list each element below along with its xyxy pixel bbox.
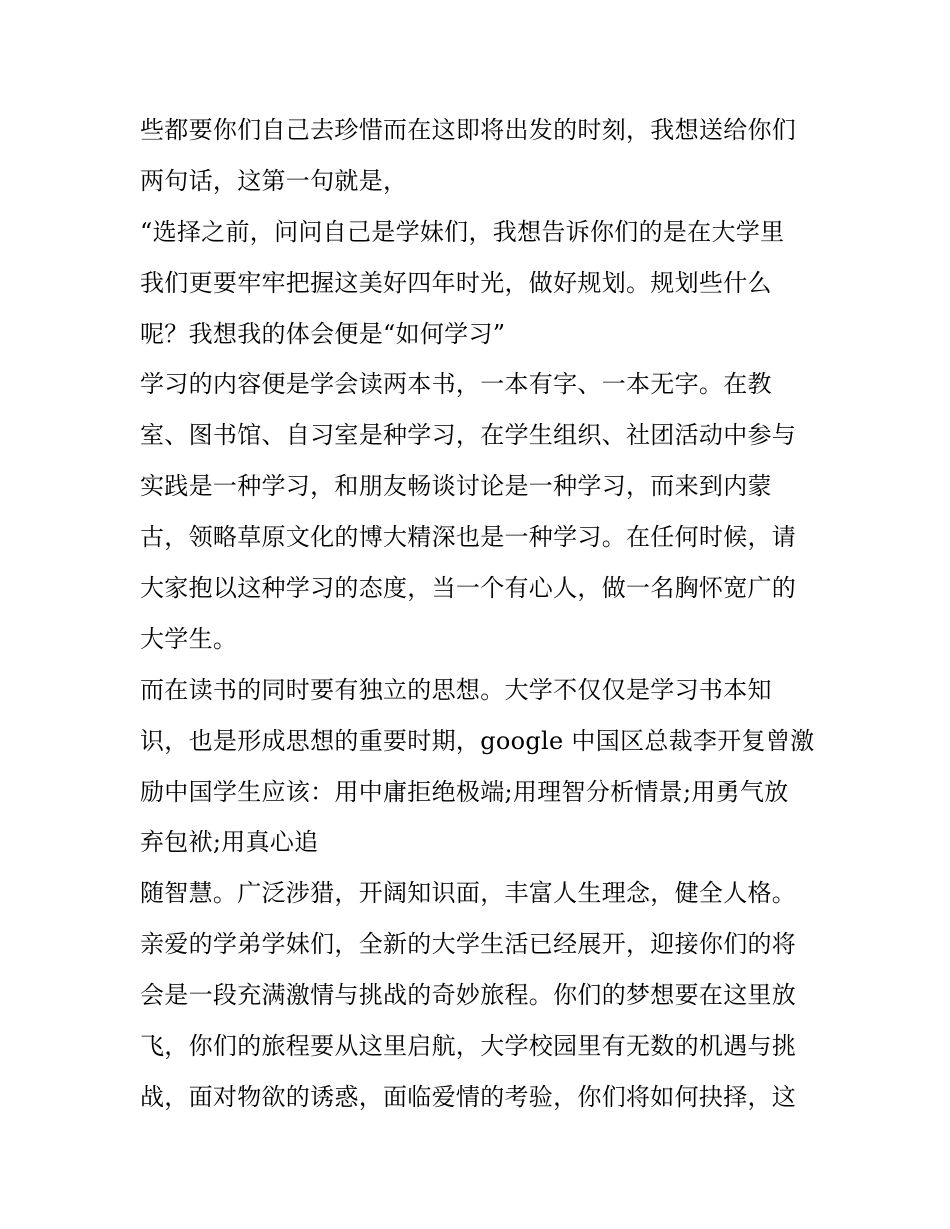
text-line: 识，也是形成思想的重要时期，google 中国区总裁李开复曾激 <box>140 726 815 755</box>
text-line: 而在读书的同时要有独立的思想。大学不仅仅是学习书本知 <box>140 675 772 704</box>
text-line: 亲爱的学弟学妹们，全新的大学生活已经展开，迎接你们的将 <box>140 930 797 959</box>
text-line: 两句话，这第一句就是， <box>140 166 408 195</box>
text-line: 室、图书馆、自习室是种学习，在学生组织、社团活动中参与 <box>140 421 797 450</box>
text-line: 大学生。 <box>140 624 238 653</box>
text-line: 学习的内容便是学会读两本书，一本有字、一本无字。在教 <box>140 370 772 399</box>
text-line: 会是一段充满激情与挑战的奇妙旅程。你们的梦想要在这里放 <box>140 981 797 1010</box>
text-line: 战，面对物欲的诱惑，面临爱情的考验，你们将如何抉择，这 <box>140 1082 797 1111</box>
text-line: 飞，你们的旅程要从这里启航，大学校园里有无数的机遇与挑 <box>140 1032 797 1061</box>
text-line: 古，领略草原文化的博大精深也是一种学习。在任何时候，请 <box>140 523 797 552</box>
text-line: 大家抱以这种学习的态度，当一个有心人，做一名胸怀宽广的 <box>140 574 797 603</box>
text-line: 弃包袱;用真心追 <box>140 828 319 857</box>
text-line: 实践是一种学习，和朋友畅谈讨论是一种学习，而来到内蒙 <box>140 472 772 501</box>
document-body <box>140 110 820 1128</box>
text-line: 些都要你们自己去珍惜而在这即将出发的时刻，我想送给你们 <box>140 116 797 144</box>
text-line: “选择之前，问问自己是学妹们，我想告诉你们的是在大学里 <box>140 217 785 246</box>
text-line: 我们更要牢牢把握这美好四年时光，做好规划。规划些什么 <box>140 268 772 297</box>
text-line: 随智慧。广泛涉猎，开阔知识面，丰富人生理念，健全人格。 <box>140 879 797 908</box>
text-line: 呢？我想我的体会便是“如何学习” <box>140 319 506 348</box>
text-line: 励中国学生应该：用中庸拒绝极端;用理智分析情景;用勇气放 <box>140 777 789 806</box>
